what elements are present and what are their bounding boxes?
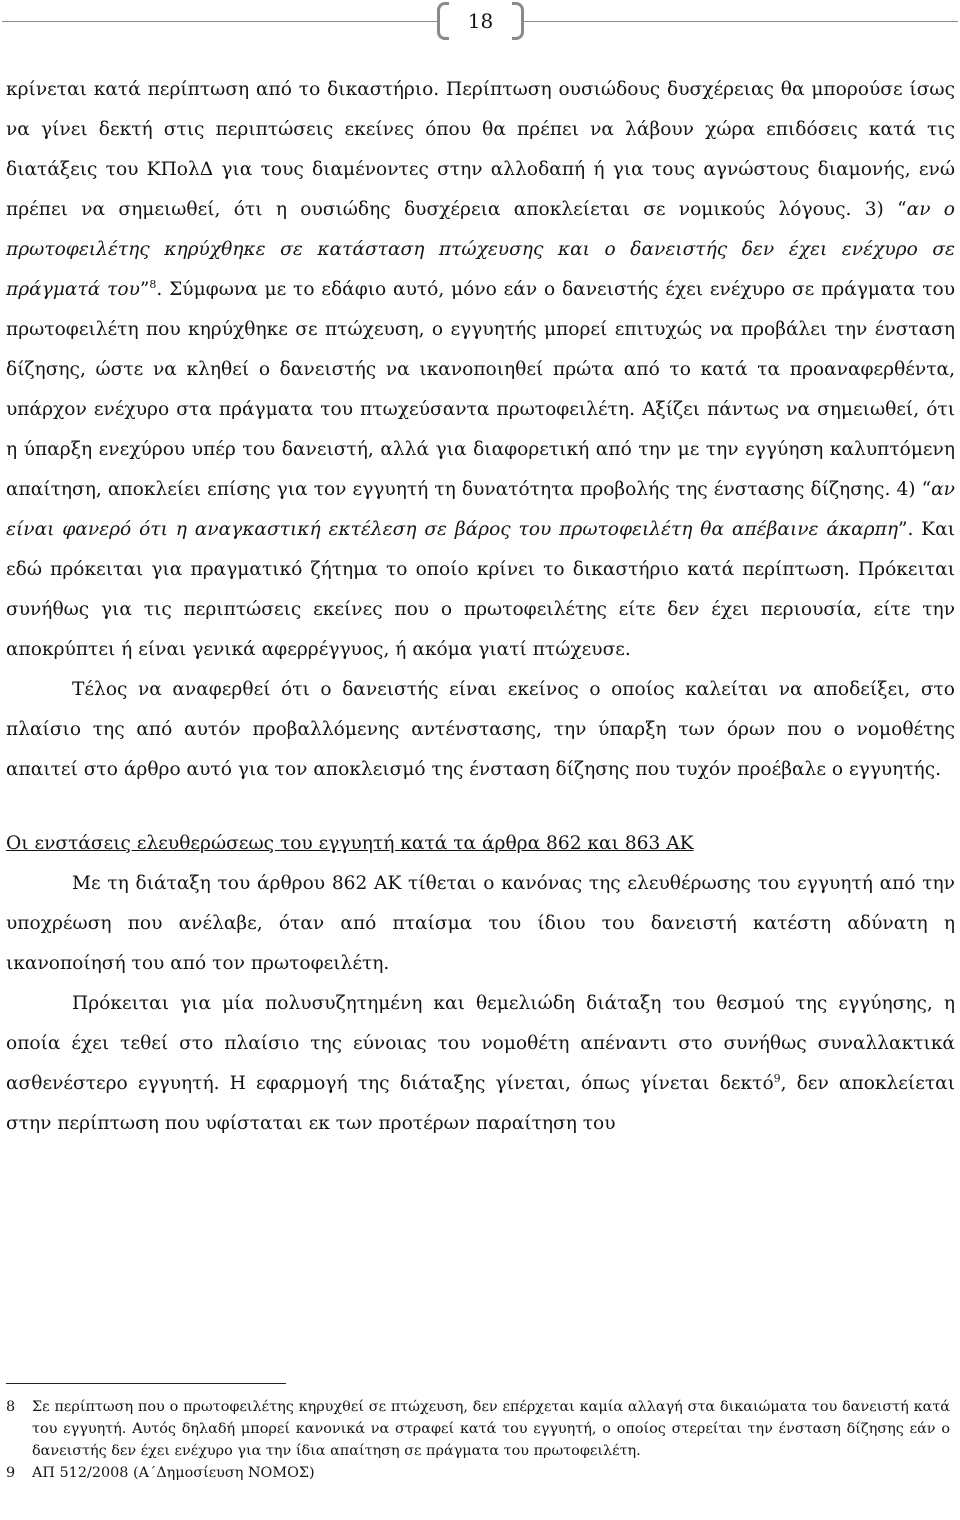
paragraph-4-sentence-1: Πρόκειται για μία πολυσυζητημένη και θεμελιώδη διάταξη του θεσμού της εγγύησης, η οποία έχει τεθεί στο πλαίσιο της εύνοιας του νομοθέτη απέναντι στο συνήθως συναλλακτικά ασθενέστερο εγγυητή. Η εφαρμογή της διάταξης γίνεται, όπως γίνεται δεκτό	[6, 993, 955, 1094]
page-number-bracket-right	[512, 2, 524, 40]
page-number-bracket-left	[437, 2, 449, 40]
paragraph-1-quote4-lead: 4) “	[890, 479, 932, 500]
page-header	[0, 0, 960, 48]
section-gap	[6, 790, 955, 824]
page-number: 18	[467, 9, 494, 33]
footnote-text: Σε περίπτωση που ο πρωτοφειλέτης κηρυχθεί σε πτώχευση, δεν επέρχεται καμία αλλαγή στα δικαιώματα του δανειστή κατά του εγγυητή. Αυτός δηλαδή μπορεί κανονικά να στραφεί κατά του εγγυητή, ο οποίος στερείται την ένσταση δίζησης εάν ο δανειστής δεν έχει ενέχυρο για την ίδια απαίτηση σε πράγματα του πρωτοφειλέτη.	[32, 1399, 950, 1459]
paragraph-4-sentence-2: , δεν αποκλείεται στην περίπτωση που υφίσταται εκ των προτέρων παραίτηση του	[6, 1073, 955, 1134]
section-heading: Οι ενστάσεις ελευθερώσεως του εγγυητή κατά τα άρθρα 862 και 863 ΑΚ	[6, 833, 694, 854]
paragraph-1-quote-4: αν είναι φανερό ότι η αναγκαστική εκτέλεση σε βάρος του πρωτοφειλέτη θα απέβαινε άκαρπη	[6, 479, 955, 540]
footnote-8	[6, 1396, 950, 1462]
footnote-separator	[6, 1383, 286, 1384]
footnote-ref-9[interactable]: 9	[773, 1071, 781, 1085]
paragraph-1-sentence-1: κρίνεται κατά περίπτωση από το δικαστήριο. Περίπτωση ουσιώδους δυσχέρειας θα μπορούσε ίσως να γίνει δεκτή στις περιπτώσεις εκείνες όπου θα πρέπει να λάβουν χώρα επιδόσεις κατά τις διατάξεις του ΚΠολΔ για τους διαμένοντες στην αλλοδαπή ή για τους αγνώστους διαμονής, ενώ πρέπει να σημειωθεί, ότι η ουσιώδης δυσχέρεια αποκλείεται σε νομικούς λόγους.	[6, 79, 955, 220]
paragraph-4	[6, 984, 955, 1144]
paragraph-1-sentence-5: . Και εδώ πρόκειται για πραγματικό ζήτημα το οποίο κρίνει το δικαστήριο κατά περίπτωση. Πρόκειται συνήθως για τις περιπτώσεις εκείνες που ο πρωτοφειλέτης είτε δεν έχει περιουσία, είτε την αποκρύπτει ή είναι γενικά αφερρέγγυος, ή ακόμα γιατί πτώχευσε.	[6, 519, 955, 660]
paragraph-1-quote4-close: ”	[897, 519, 908, 540]
header-rule-left	[2, 21, 438, 22]
footnote-number: 9	[6, 1465, 16, 1481]
paragraph-1-quote-3: αν ο πρωτοφειλέτης κηρύχθηκε σε κατάσταση πτώχευσης και ο δανειστής δεν έχει ενέχυρο σε πράγματά του	[6, 199, 956, 300]
header-rule-right	[524, 21, 958, 22]
paragraph-3: Με τη διάταξη του άρθρου 862 ΑΚ τίθεται ο κανόνας της ελευθέρωσης του εγγυητή από την υποχρέωση που ανέλαβε, όταν από πταίσμα του ίδιου του δανειστή κατέστη αδύνατη η ικανοποίησή του από τον πρωτοφειλέτη.	[6, 873, 955, 974]
paragraph-1	[6, 70, 955, 670]
footnote-9	[6, 1462, 950, 1484]
paragraph-1-sentence-3: . Σύμφωνα με το εδάφιο αυτό, μόνο εάν ο δανειστής έχει ενέχυρο σε πράγματα του πρωτοφειλέτη που κηρύχθηκε σε πτώχευση, ο εγγυητής μπορεί επιτυχώς να προβάλει την ένσταση δίζησης, ώστε να κληθεί ο δανειστής να ικανοποιηθεί πρώτα από το κατά τα προαναφερθέντα, υπάρχον ενέχυρο στα πράγματα του πτωχεύσαντα πρωτοφειλέτη. Αξίζει πάντως να σημειωθεί, ότι η ύπαρξη ενεχύρου υπέρ του δανειστή, αλλά για διαφορετική από την με την εγγύηση καλυπτόμενη απαίτηση, αποκλείει επίσης για τον εγγυητή τη δυνατότητα προβολής της ένστασης δίζησης.	[6, 279, 956, 500]
footnote-number: 8	[6, 1399, 16, 1415]
footnote-text: ΑΠ 512/2008 (Α΄Δημοσίευση ΝΟΜΟΣ)	[32, 1465, 315, 1481]
paragraph-1-quote-close: ”	[139, 279, 150, 300]
paragraph-2: Τέλος να αναφερθεί ότι ο δανειστής είναι εκείνος ο οποίος καλείται να αποδείξει, στο πλαίσιο της από αυτόν προβαλλόμενης αντένστασης, την ύπαρξη των όρων που ο νομοθέτης απαιτεί στο άρθρο αυτό για τον αποκλεισμό της ένσταση δίζησης που τυχόν προέβαλε ο εγγυητής.	[6, 679, 955, 780]
paragraph-1-quote-lead: 3) “	[851, 199, 907, 220]
footnotes	[6, 1396, 950, 1484]
footnote-ref-8[interactable]: 8	[149, 277, 157, 291]
main-text	[6, 70, 955, 1144]
